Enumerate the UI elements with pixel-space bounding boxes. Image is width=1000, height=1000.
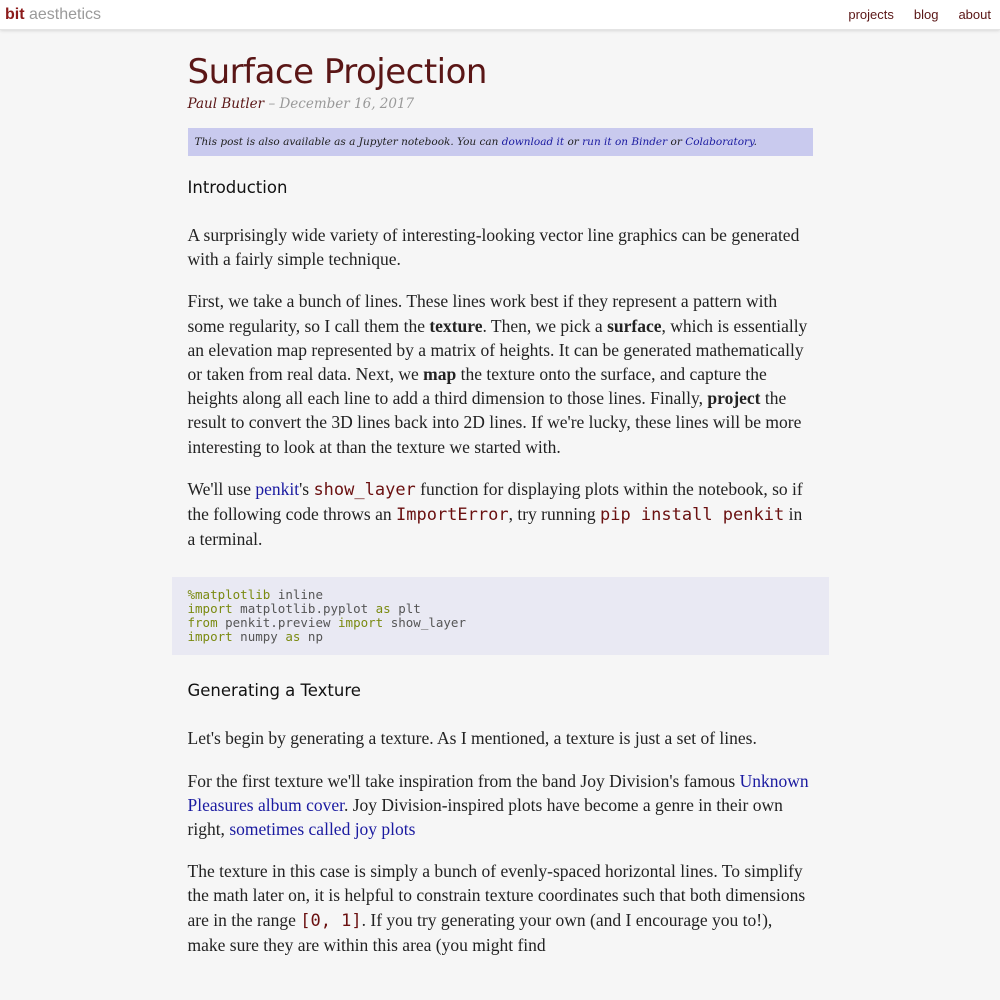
code-line: [188, 602, 813, 616]
text: , which is essentially an elevation map represented by a matrix of heights. It can be generated mathematically or taken from real data. Next, we: [187, 315, 808, 385]
paragraph: [188, 859, 813, 957]
code-token: show_layer: [383, 615, 466, 631]
text: . If you try generating your own (and I encourage you to!), make sure they are within this area (you might find: [187, 909, 773, 955]
article: [188, 30, 813, 957]
nav-blog[interactable]: blog: [913, 7, 939, 22]
term-texture: texture: [429, 315, 483, 336]
text: in a terminal.: [187, 504, 803, 550]
notice-text: or: [564, 136, 583, 148]
author-name: Paul Butler: [187, 96, 265, 112]
nav-about[interactable]: about: [958, 7, 991, 22]
colab-link[interactable]: Colaboratory: [685, 136, 754, 148]
code-keyword: import: [338, 615, 384, 631]
paragraph: [188, 769, 813, 842]
notice-text: or: [667, 136, 686, 148]
code-token: numpy: [232, 629, 286, 645]
penkit-link[interactable]: penkit: [255, 478, 300, 499]
text: . Then, we pick a: [482, 315, 608, 336]
brand-bit: bit: [5, 5, 25, 23]
code-token: matplotlib.pyplot: [232, 601, 376, 617]
paragraph: [188, 289, 813, 458]
main-nav: [828, 7, 991, 22]
code-keyword: import: [187, 601, 233, 617]
download-link[interactable]: download it: [501, 136, 565, 148]
post-date: – December 16, 2017: [268, 96, 415, 112]
term-project: project: [707, 388, 761, 409]
code-keyword: as: [375, 601, 391, 617]
text: the result to convert the 3D lines back into 2D lines. If we're lucky, these lines will be more interesting to look at than the texture we started with.: [187, 388, 802, 457]
paragraph: A surprisingly wide variety of interesting-looking vector line graphics can be generated with a fairly simple technique.: [187, 225, 800, 270]
text: . Joy Division-inspired plots have become a genre in their own right,: [187, 794, 783, 840]
notice-text: This post is also available as a Jupyter notebook. You can: [194, 136, 502, 148]
text: First, we take a bunch of lines. These lines work best if they represent a pattern with some regularity, so I call them the: [187, 291, 778, 336]
term-surface: surface: [607, 315, 662, 336]
nav-projects[interactable]: projects: [848, 7, 894, 22]
code-token: np: [300, 629, 323, 645]
section-heading-introduction: Introduction: [187, 178, 288, 197]
text: For the first texture we'll take inspiration from the band Joy Division's famous: [187, 770, 740, 791]
code-block[interactable]: [172, 577, 829, 655]
code-keyword: from: [187, 615, 218, 631]
inline-code: [0, 1]: [300, 910, 362, 931]
inline-code: pip install penkit: [599, 505, 785, 526]
text: We'll use: [187, 478, 256, 499]
text: , try running: [508, 504, 600, 525]
text: The texture in this case is simply a bunch of evenly-spaced horizontal lines. To simplify the math later on, it is helpful to constrain texture coordinates such that both dimensions are in the range: [187, 861, 806, 930]
code-token: plt: [390, 601, 421, 617]
code-token: inline: [270, 587, 323, 603]
notice-text: .: [753, 136, 757, 148]
code-line: [188, 588, 813, 602]
album-cover-link[interactable]: Unknown Pleasures album cover: [187, 770, 809, 815]
site-logo[interactable]: [5, 6, 101, 24]
inline-code: ImportError: [396, 505, 509, 526]
code-token: penkit.preview: [217, 615, 339, 631]
code-token: %matplotlib: [187, 587, 271, 603]
section-heading-generating-texture: Generating a Texture: [187, 681, 361, 701]
inline-code: show_layer: [313, 479, 416, 500]
byline: [188, 96, 813, 112]
text: the texture onto the surface, and capture the heights along all each line to add a third dimension to those lines. Finally,: [187, 364, 767, 409]
joy-plots-link[interactable]: sometimes called joy plots: [229, 819, 416, 840]
notebook-notice: [188, 128, 813, 156]
code-keyword: import: [187, 629, 233, 645]
binder-link[interactable]: run it on Binder: [582, 136, 668, 148]
code-line: [188, 616, 813, 630]
page-title: Surface Projection: [187, 52, 487, 92]
brand-aesthetics: aesthetics: [29, 5, 102, 23]
paragraph: Let's begin by generating a texture. As I mentioned, a texture is just a set of lines.: [187, 728, 757, 749]
code-line: [188, 630, 813, 644]
text: 's: [299, 478, 314, 499]
term-map: map: [423, 364, 457, 385]
top-navbar: [0, 0, 1000, 30]
text: function for displaying plots within the notebook, so if the following code throws an: [187, 478, 803, 525]
code-keyword: as: [285, 629, 301, 645]
paragraph: [188, 477, 813, 552]
